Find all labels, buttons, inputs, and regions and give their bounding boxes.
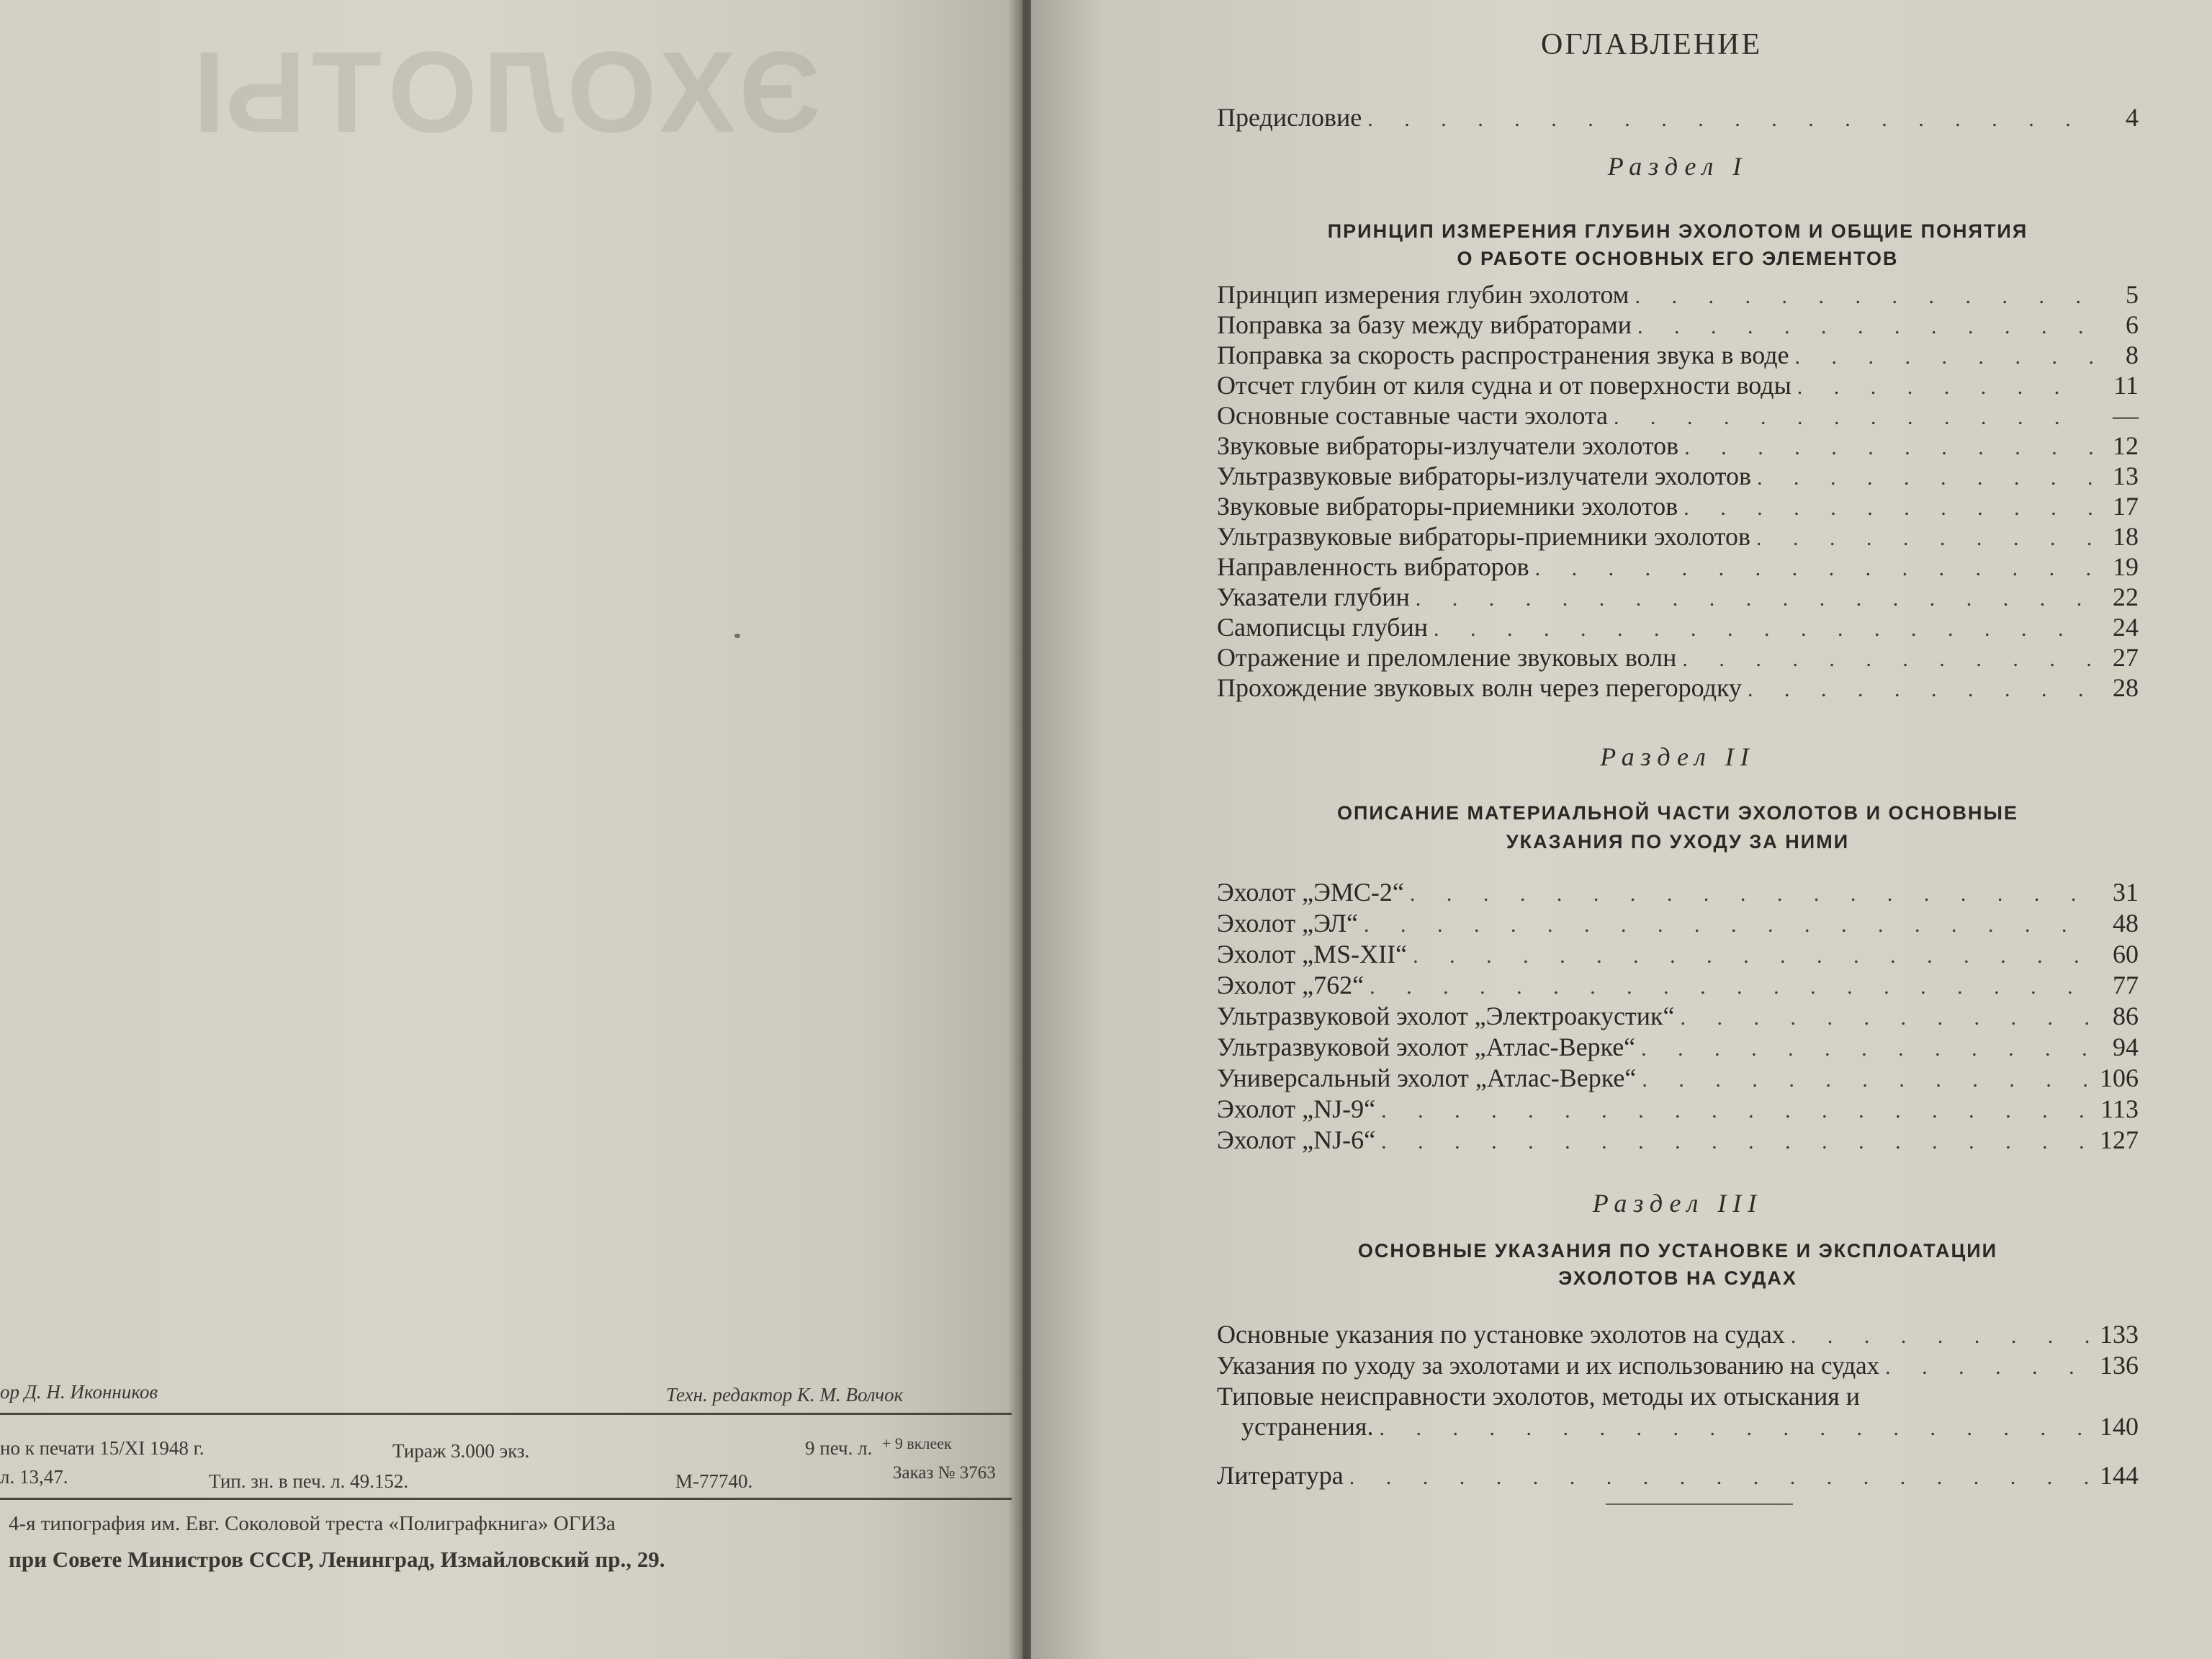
- entry-label: Отражение и преломление звуковых волн: [1217, 643, 1677, 672]
- leader-dots: [1614, 405, 2092, 430]
- entry-label: Прохождение звуковых волн через перегородку: [1217, 673, 1742, 702]
- entry-label-line-2: устранения.: [1241, 1412, 1374, 1441]
- m-code: М-77740.: [675, 1470, 753, 1492]
- section-2-label: Раздел II: [1600, 742, 1755, 771]
- toc-entry: [1217, 1350, 2139, 1380]
- leader-dots: [1684, 436, 2092, 460]
- leader-dots: [1367, 107, 2092, 132]
- entry-label: Ультразвуковые вибраторы-излучатели эхолотов: [1217, 462, 1751, 490]
- entry-page: 6: [2126, 310, 2139, 339]
- toc-entry-preface: [1217, 102, 2139, 132]
- entry-page: 140: [2100, 1412, 2139, 1441]
- entry-page: 22: [2113, 583, 2139, 611]
- leader-dots: [1756, 526, 2092, 551]
- section-2-heading-line-1: ОПИСАНИЕ МАТЕРИАЛЬНОЙ ЧАСТИ ЭХОЛОТОВ И ОСНОВНЫЕ: [1336, 802, 2019, 824]
- leader-dots: [1434, 617, 2092, 642]
- entry-label: Отсчет глубин от киля судна и от поверхности воды: [1217, 371, 1791, 400]
- signs-per-sheet: Тип. зн. в печ. л. 49.152.: [209, 1470, 409, 1492]
- entry-label: Предисловие: [1217, 103, 1362, 132]
- entry-page: 28: [2113, 673, 2139, 702]
- toc-entry: [1217, 1125, 2139, 1155]
- entry-label: Звуковые вибраторы-приемники эхолотов: [1217, 492, 1678, 521]
- entry-page: 13: [2113, 462, 2139, 490]
- entry-page: 18: [2113, 522, 2139, 551]
- toc-entry: [1217, 310, 2139, 340]
- paper-speck: [734, 634, 740, 638]
- section-3-label: Раздел III: [1592, 1189, 1763, 1218]
- entry-label: Эхолот „NJ-9“: [1217, 1094, 1376, 1123]
- toc-entry: [1217, 1032, 2139, 1062]
- entry-page: 27: [2113, 643, 2139, 672]
- leader-dots: [1795, 345, 2092, 369]
- toc-entry: [1217, 340, 2139, 370]
- entry-page: 106: [2100, 1064, 2139, 1092]
- entry-label: Принцип измерения глубин эхолотом: [1217, 280, 1629, 309]
- leader-dots: [1637, 315, 2092, 339]
- entry-page: 11: [2113, 371, 2139, 400]
- leader-dots: [1370, 975, 2092, 999]
- entry-page: 5: [2126, 280, 2139, 309]
- leader-dots: [1416, 587, 2092, 611]
- entry-page: 77: [2113, 971, 2139, 999]
- entry-label-line-1: Типовые неисправности эхолотов, методы их отыскания и: [1217, 1382, 1861, 1411]
- entry-label: Ультразвуковой эхолот „Атлас-Верке“: [1217, 1033, 1636, 1061]
- entry-page: 17: [2113, 492, 2139, 521]
- toc-title: ОГЛАВЛЕНИЕ: [1541, 28, 1763, 61]
- entry-page: —: [2113, 401, 2139, 430]
- printer-line-2: при Совете Министров СССР, Ленинград, Измайловский пр., 29.: [9, 1547, 665, 1572]
- toc-entry: [1217, 521, 2139, 552]
- leader-dots: [1349, 1465, 2092, 1490]
- leader-dots: [1381, 1130, 2092, 1154]
- toc-entry: [1217, 1094, 2139, 1124]
- leader-dots: [1797, 375, 2092, 400]
- circulation: Тираж 3.000 экз.: [392, 1440, 530, 1462]
- entry-page: 24: [2113, 613, 2139, 642]
- leader-dots: [1683, 496, 2092, 521]
- leader-dots: [1413, 944, 2092, 968]
- entry-continuation: [1217, 1411, 2139, 1442]
- section-2-heading-line-2: УКАЗАНИЯ ПО УХОДУ ЗА НИМИ: [1506, 831, 1850, 853]
- closing-rule: [1606, 1503, 1793, 1505]
- entry-page: 8: [2126, 341, 2139, 369]
- entry-label: Звуковые вибраторы-излучатели эхолотов: [1217, 431, 1679, 460]
- toc-entry: [1217, 400, 2139, 431]
- toc-entry: [1217, 970, 2139, 1000]
- entry-label: Основные указания по установке эхолотов на судах: [1217, 1320, 1785, 1349]
- leader-dots: [1680, 1006, 2092, 1030]
- author-line: ор Д. Н. Иконников: [0, 1381, 158, 1403]
- entry-page: 133: [2100, 1320, 2139, 1349]
- entry-page: 48: [2113, 909, 2139, 938]
- leader-dots: [1748, 678, 2092, 702]
- toc-entry: [1217, 1063, 2139, 1093]
- entry-label: Эхолот „MS-XII“: [1217, 940, 1408, 968]
- toc-entry: [1217, 1319, 2139, 1349]
- section-3-heading-line-1: ОСНОВНЫЕ УКАЗАНИЯ ПО УСТАНОВКЕ И ЭКСПЛОАТАЦИИ: [1357, 1240, 1998, 1262]
- entry-label: Поправка за базу между вибраторами: [1217, 310, 1632, 339]
- entry-label: Эхолот „ЭЛ“: [1217, 909, 1359, 938]
- leader-dots: [1682, 647, 2092, 672]
- leader-dots: [1791, 1324, 2092, 1349]
- printer-line-1: 4-я типография им. Евг. Соколовой треста «Полиграфкнига» ОГИЗа: [9, 1512, 616, 1535]
- entry-page: 19: [2113, 552, 2139, 581]
- entry-label: Эхолот „ЭМС-2“: [1217, 878, 1404, 907]
- order-number: Заказ № 3763: [893, 1463, 996, 1483]
- toc-entry: [1217, 491, 2139, 521]
- leader-dots: [1381, 1099, 2092, 1123]
- colophon-rule-top: [0, 1413, 1012, 1415]
- toc-entry: [1217, 877, 2139, 907]
- toc-entry: [1217, 370, 2139, 400]
- section-1-heading-line-2: О РАБОТЕ ОСНОВНЫХ ЕГО ЭЛЕМЕНТОВ: [1457, 248, 1899, 269]
- leader-dots: [1535, 557, 2092, 581]
- entry-page: 94: [2113, 1033, 2139, 1061]
- leader-dots: [1885, 1355, 2092, 1380]
- toc-entry: [1217, 1001, 2139, 1031]
- print-date: но к печати 15/XI 1948 г.: [0, 1437, 204, 1459]
- toc-entry: [1217, 642, 2139, 673]
- entry-label: Указания по уходу за эхолотами и их использованию на судах: [1217, 1352, 1880, 1380]
- colophon-rule-bottom: [0, 1498, 1012, 1500]
- accounting-sheets: л. 13,47.: [0, 1466, 68, 1488]
- entry-page: 86: [2113, 1002, 2139, 1030]
- section-1-heading-line-1: ПРИНЦИП ИЗМЕРЕНИЯ ГЛУБИН ЭХОЛОТОМ И ОБЩИЕ ПОНЯТИЯ: [1327, 220, 2028, 242]
- leader-dots: [1379, 1413, 2092, 1444]
- toc-entry-multiline: [1217, 1381, 2139, 1442]
- toc-entry: [1217, 908, 2139, 938]
- leader-dots: [1641, 1037, 2092, 1061]
- entry-page: 12: [2113, 431, 2139, 460]
- leader-dots: [1364, 913, 2092, 938]
- entry-page: 31: [2113, 878, 2139, 907]
- toc-entry: [1217, 279, 2139, 310]
- entry-label: Ультразвуковые вибраторы-приемники эхолотов: [1217, 522, 1750, 551]
- entry-label: Поправка за скорость распространения звука в воде: [1217, 341, 1789, 369]
- entry-label: Указатели глубин: [1217, 583, 1410, 611]
- inserts: + 9 вклеек: [882, 1434, 952, 1452]
- toc-entry: [1217, 612, 2139, 642]
- entry-page: 127: [2100, 1125, 2139, 1154]
- leader-dots: [1642, 1068, 2092, 1092]
- entry-label: Основные составные части эхолота: [1217, 401, 1609, 430]
- entry-page: 144: [2100, 1461, 2139, 1490]
- entry-label: Эхолот „NJ-6“: [1217, 1125, 1376, 1154]
- toc-entry: [1217, 552, 2139, 582]
- toc-entry: [1217, 673, 2139, 703]
- entry-page: 136: [2100, 1351, 2139, 1380]
- entry-label: Эхолот „762“: [1217, 971, 1364, 999]
- entry-label: Самописцы глубин: [1217, 613, 1429, 642]
- leader-dots: [1635, 284, 2092, 309]
- section-1-label: Раздел I: [1607, 152, 1748, 181]
- entry-page: 113: [2100, 1094, 2139, 1123]
- sheets: 9 печ. л.: [805, 1437, 873, 1459]
- show-through-title: ЭХОЛОТЫ: [187, 27, 821, 156]
- entry-page: 4: [2126, 103, 2139, 132]
- toc-entry-literature: [1217, 1460, 2139, 1491]
- left-page: [0, 0, 1022, 1659]
- editor-line: Техн. редактор К. М. Волчок: [666, 1384, 904, 1406]
- entry-label: Ультразвуковой эхолот „Электроакустик“: [1217, 1002, 1675, 1030]
- entry-label: Литература: [1217, 1461, 1344, 1490]
- toc-entry: [1217, 939, 2139, 969]
- leader-dots: [1757, 466, 2092, 490]
- toc-entry: [1217, 461, 2139, 491]
- toc-entry: [1217, 431, 2139, 461]
- toc-entry: [1217, 582, 2139, 612]
- entry-page: 60: [2113, 940, 2139, 968]
- entry-label: Универсальный эхолот „Атлас-Верке“: [1217, 1064, 1637, 1092]
- entry-label: Направленность вибраторов: [1217, 552, 1529, 581]
- section-3-heading-line-2: ЭХОЛОТОВ НА СУДАХ: [1558, 1267, 1797, 1289]
- leader-dots: [1410, 882, 2092, 907]
